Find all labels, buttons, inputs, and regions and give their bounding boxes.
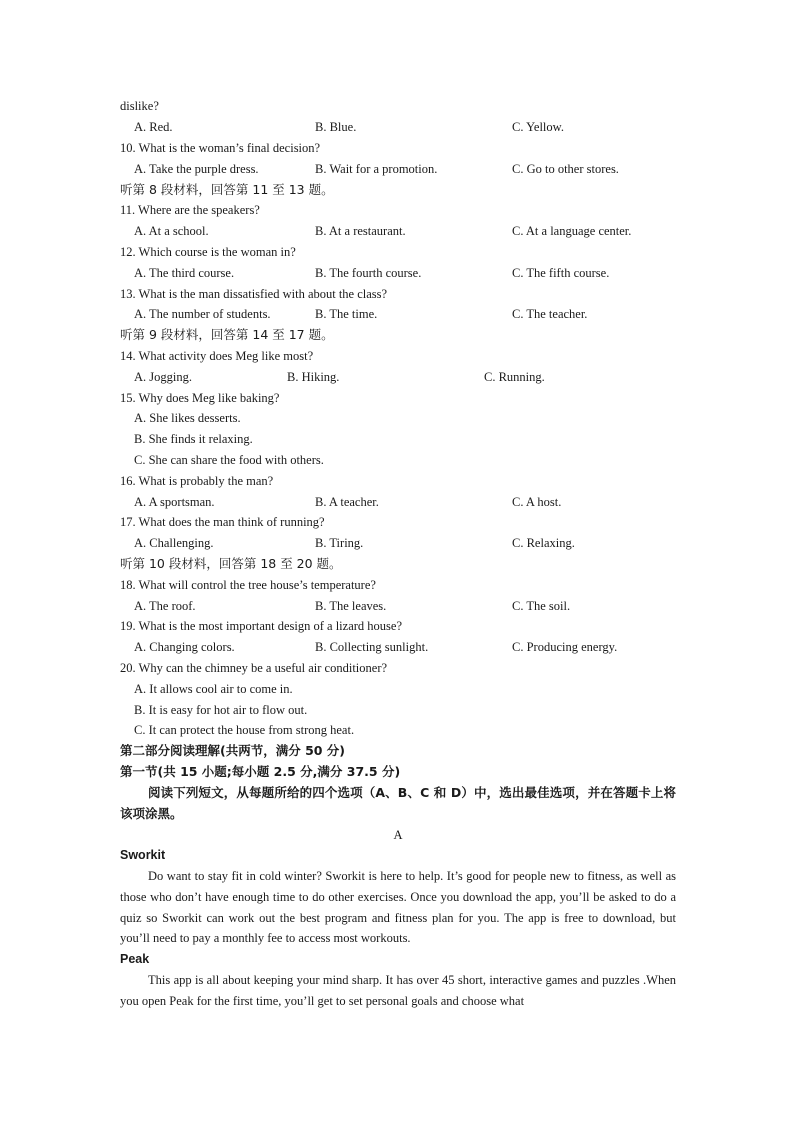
q19-option-c: C. Producing energy. — [512, 640, 618, 654]
q11-option-b: B. At a restaurant. — [315, 224, 406, 238]
q11-option-a: A. At a school. — [134, 224, 209, 238]
q12-option-a: A. The third course. — [134, 266, 235, 280]
q9-option-b: B. Blue. — [315, 120, 357, 134]
q20-stem: 20. Why can the chimney be a useful air conditioner? — [120, 661, 388, 675]
q9-tail: dislike? — [120, 99, 159, 113]
q18-option-b: B. The leaves. — [315, 599, 387, 613]
reading-instructions: 阅读下列短文，从每题所给的四个选项（A、B、C 和 D）中，选出最佳选项，并在答题卡上将该项涂黑。 — [120, 785, 676, 821]
q19-option-b: B. Collecting sunlight. — [315, 640, 429, 654]
q15-option-a: A. She likes desserts. — [134, 411, 241, 425]
q16-stem: 16. What is probably the man? — [120, 474, 274, 488]
q13-stem: 13. What is the man dissatisfied with about the class? — [120, 287, 388, 301]
q10-option-a: A. Take the purple dress. — [134, 162, 259, 176]
q18-option-a: A. The roof. — [134, 599, 196, 613]
q14-stem: 14. What activity does Meg like most? — [120, 349, 314, 363]
q17-option-c: C. Relaxing. — [512, 536, 575, 550]
section-9-heading: 听第 9 段材料，回答第 14 至 17 题。 — [120, 327, 334, 342]
section-10-heading: 听第 10 段材料，回答第 18 至 20 题。 — [120, 556, 342, 571]
q9-option-c: C. Yellow. — [512, 120, 564, 134]
q13-option-a: A. The number of students. — [134, 307, 271, 321]
q15-stem: 15. Why does Meg like baking? — [120, 391, 280, 405]
q18-stem: 18. What will control the tree house’s temperature? — [120, 578, 376, 592]
q15-option-b: B. She finds it relaxing. — [134, 432, 253, 446]
q20-option-a: A. It allows cool air to come in. — [134, 682, 293, 696]
q11-option-c: C. At a language center. — [512, 224, 632, 238]
q16-option-a: A. A sportsman. — [134, 495, 215, 509]
q17-option-a: A. Challenging. — [134, 536, 214, 550]
q12-option-b: B. The fourth course. — [315, 266, 422, 280]
app1-heading: Sworkit — [120, 848, 166, 862]
q16-option-b: B. A teacher. — [315, 495, 379, 509]
q16-option-c: C. A host. — [512, 495, 562, 509]
q19-stem: 19. What is the most important design of a lizard house? — [120, 619, 403, 633]
q15-option-c: C. She can share the food with others. — [134, 453, 324, 467]
section-8-heading: 听第 8 段材料，回答第 11 至 13 题。 — [120, 182, 334, 197]
section1-title: 第一节(共 15 小题;每小题 2.5 分,满分 37.5 分) — [120, 764, 401, 779]
q18-option-c: C. The soil. — [512, 599, 571, 613]
q19-option-a: A. Changing colors. — [134, 640, 235, 654]
q20-option-c: C. It can protect the house from strong heat. — [134, 723, 355, 737]
q12-option-c: C. The fifth course. — [512, 266, 610, 280]
q13-option-c: C. The teacher. — [512, 307, 588, 321]
app2-heading: Peak — [120, 952, 150, 966]
q10-option-c: C. Go to other stores. — [512, 162, 619, 176]
q13-option-b: B. The time. — [315, 307, 378, 321]
q9-option-a: A. Red. — [134, 120, 173, 134]
app2-paragraph: This app is all about keeping your mind sharp. It has over 45 short, interactive games and puzzles .When you open Peak for the first time, you’ll get to set personal goals and choose what — [120, 973, 676, 1008]
q11-stem: 11. Where are the speakers? — [120, 203, 260, 217]
app1-paragraph: Do want to stay fit in cold winter? Sworkit is here to help. It’s good for people new to fitness, as well as those who don’t have enough time to do other exercises. Once you download the app, you’ll be asked to do a quiz so Sworkit can work out the best program and fitness plan for you. The app is free to download, but you’ll need to pay a monthly fee to access most workouts. — [120, 869, 676, 946]
q14-option-c: C. Running. — [484, 370, 545, 384]
q10-stem: 10. What is the woman’s final decision? — [120, 141, 321, 155]
passage-label: A — [393, 828, 403, 842]
q17-option-b: B. Tiring. — [315, 536, 364, 550]
q14-option-b: B. Hiking. — [287, 370, 340, 384]
q10-option-b: B. Wait for a promotion. — [315, 162, 438, 176]
q14-option-a: A. Jogging. — [134, 370, 192, 384]
part2-title: 第二部分阅读理解(共两节，满分 50 分) — [120, 743, 346, 758]
q20-option-b: B. It is easy for hot air to flow out. — [134, 703, 308, 717]
q17-stem: 17. What does the man think of running? — [120, 515, 325, 529]
q12-stem: 12. Which course is the woman in? — [120, 245, 296, 259]
